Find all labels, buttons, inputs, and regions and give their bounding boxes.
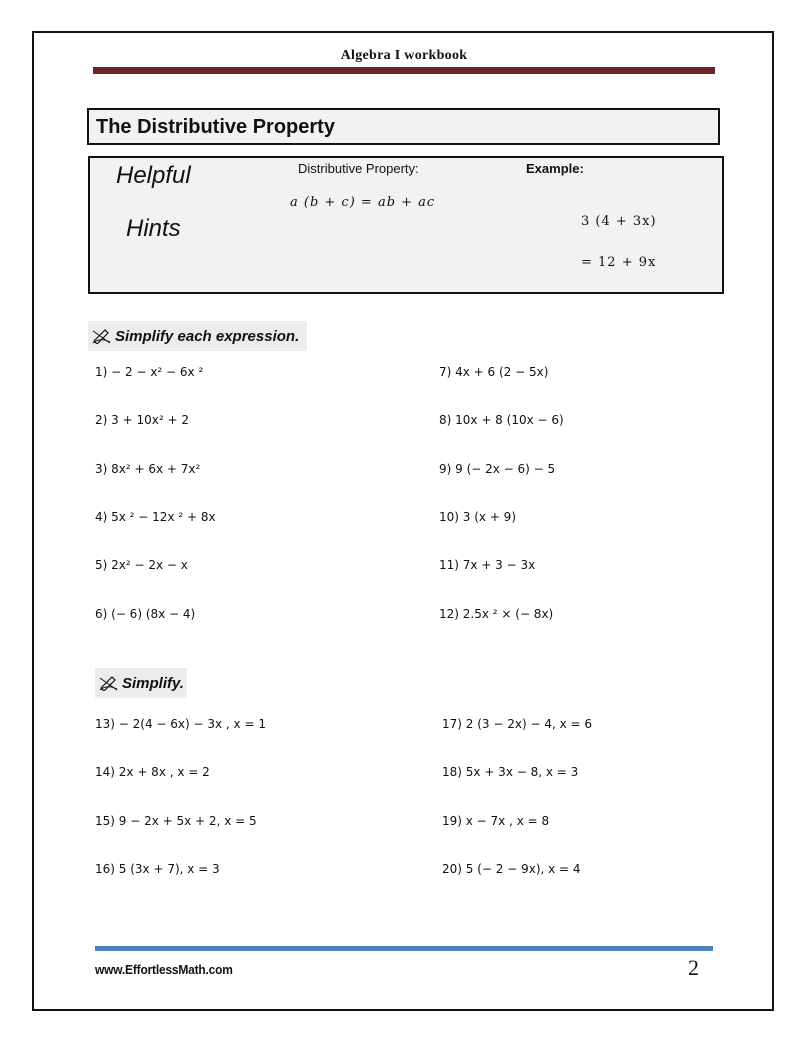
problem-6: 6) (− 6) (8x − 4) — [95, 607, 196, 621]
problem-7: 7) 4x + 6 (2 − 5x) — [439, 365, 549, 379]
footer-website: www.EffortlessMath.com — [95, 962, 233, 977]
problem-14: 14) 2x + 8x , x = 2 — [95, 765, 210, 779]
hints-label-helpful: Helpful — [116, 162, 191, 189]
header-rule — [93, 67, 715, 74]
problem-13: 13) − 2(4 − 6x) − 3x , x = 1 — [95, 717, 266, 731]
problem-3: 3) 8x² + 6x + 7x² — [95, 462, 201, 476]
helpful-hints-box — [88, 156, 724, 294]
problem-19: 19) x − 7x , x = 8 — [442, 814, 550, 828]
example-heading: Example: — [526, 161, 584, 176]
problem-8: 8) 10x + 8 (10x − 6) — [439, 413, 564, 427]
problem-10: 10) 3 (x + 9) — [439, 510, 516, 524]
workbook-title: Algebra I workbook — [340, 48, 468, 63]
property-formula: a (b + c) = ab + ac — [290, 195, 436, 210]
problem-12: 12) 2.5x ² × (− 8x) — [439, 607, 554, 621]
problem-9: 9) 9 (− 2x − 6) − 5 — [439, 462, 556, 476]
section-heading-simplify-each — [88, 321, 307, 351]
pencil-icon — [92, 328, 112, 344]
problem-20: 20) 5 (− 2 − 9x), x = 4 — [442, 862, 581, 876]
problem-5: 5) 2x² − 2x − x — [95, 558, 188, 572]
problem-4: 4) 5x ² − 12x ² + 8x — [95, 510, 216, 524]
hints-label-hints: Hints — [126, 215, 181, 242]
problem-15: 15) 9 − 2x + 5x + 2, x = 5 — [95, 814, 257, 828]
footer-rule — [95, 946, 713, 951]
problem-16: 16) 5 (3x + 7), x = 3 — [95, 862, 220, 876]
section-heading-simplify — [95, 668, 187, 698]
problem-17: 17) 2 (3 − 2x) − 4, x = 6 — [442, 717, 592, 731]
problem-18: 18) 5x + 3x − 8, x = 3 — [442, 765, 579, 779]
page-title-box — [87, 108, 720, 145]
section-heading-label: Simplify. — [122, 675, 184, 692]
page-title: The Distributive Property — [96, 116, 335, 138]
problem-11: 11) 7x + 3 − 3x — [439, 558, 536, 572]
pencil-icon — [99, 675, 119, 691]
example-expression: 3 (4 + 3x) — [581, 214, 657, 229]
section-heading-label: Simplify each expression. — [115, 328, 300, 345]
example-result: = 12 + 9x — [581, 255, 657, 270]
property-heading: Distributive Property: — [298, 161, 419, 176]
page-number: 2 — [688, 955, 699, 980]
problem-2: 2) 3 + 10x² + 2 — [95, 413, 189, 427]
problem-1: 1) − 2 − x² − 6x ² — [95, 365, 204, 379]
